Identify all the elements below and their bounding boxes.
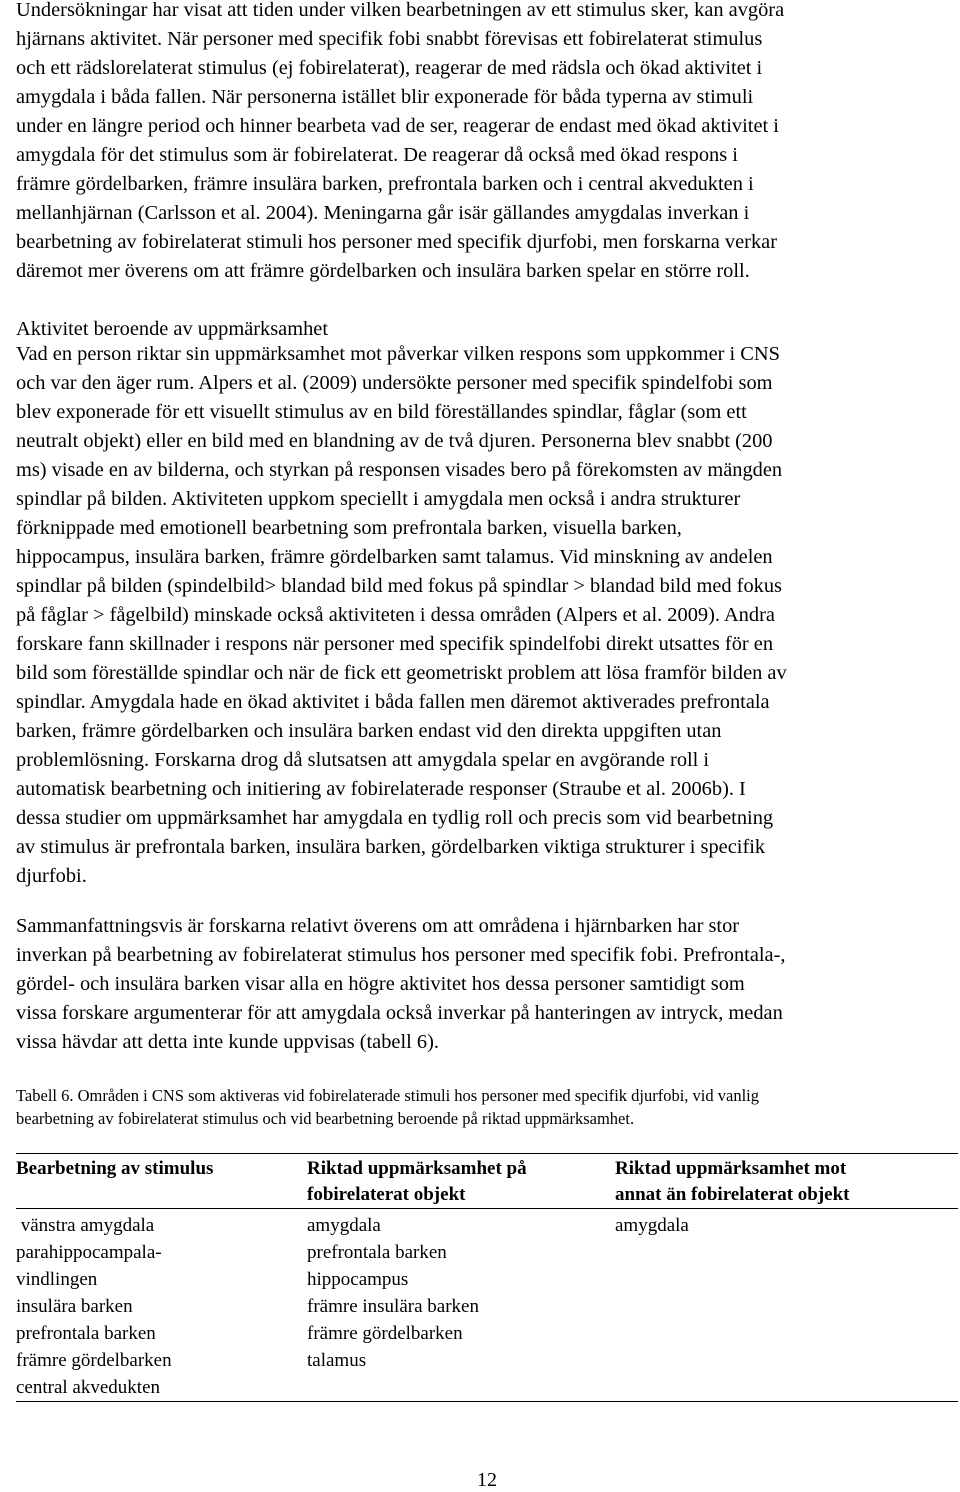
table-row (16, 1209, 958, 1402)
table-cell-attention-other (615, 1209, 958, 1402)
table-cell-line: främre gördelbarken (307, 1323, 463, 1344)
cns-areas-table (16, 1153, 958, 1402)
page-number: 12 (477, 1469, 497, 1491)
table-cell-line: främre insulära barken (307, 1296, 479, 1317)
table-cell-line: insulära barken (16, 1296, 133, 1317)
table-cell-line: amygdala (307, 1215, 381, 1236)
table-caption: Tabell 6. Områden i CNS som aktiveras vid fobirelaterade stimuli hos personer med specifik djurfobi, vid vanlig bearbetning av fobirelaterat stimulus och vid bearbetning beroende på riktad uppmärksamhet. (16, 1086, 760, 1128)
table-cell-line: amygdala (615, 1215, 689, 1236)
table-cell-line: parahippocampala- (16, 1242, 162, 1263)
table-cell-line: talamus (307, 1350, 367, 1371)
paragraph-summary: Sammanfattningsvis är forskarna relativt överens om att områdena i hjärnbarken har stor inverkan på bearbetning av fobirelaterat stimulus hos personer med specifik fobi. Prefrontala-, gördel- och insulära barken visar alla en högre aktivitet hos dessa personer samtidigt som vissa forskare argumenterar för att amygdala också inverkar på hanteringen av intryck, medan vissa hävdar att detta inte kunde uppvisas (tabell 6). (16, 915, 786, 1053)
table-cell-line: vänstra amygdala (16, 1215, 155, 1236)
table-header-attention-phobic: Riktad uppmärksamhet på fobirelaterat objekt (307, 1158, 527, 1205)
section-heading: Aktivitet beroende av uppmärksamhet (16, 318, 328, 340)
paragraph-stimulus-processing: Undersökningar har visat att tiden under vilken bearbetningen av ett stimulus sker, kan avgöra hjärnans aktivitet. När personer med specifik fobi snabbt förevisas ett fobirelaterat stimulus och ett rädslorelaterat stimulus (ej fobirelaterat), reagerar de med rädsla och ökad aktivitet i amygdala i båda fallen. När personerna istället blir exponerade för båda typerna av stimuli under en längre period och hinner bearbeta vad de ser, reagerar de endast med ökad aktivitet i amygdala för det stimulus som är fobirelaterat. De reagerar då också med ökad respons i främre gördelbarken, främre insulära barken, prefrontala barken och i central akvedukten i mellanhjärnan (Carlsson et al. 2004). Meningarna går isär gällandes amygdalas inverkan i bearbetning av fobirelaterat stimuli hos personer med specifik djurfobi, men forskarna verkar däremot mer överens om att främre gördelbarken och insulära barken spelar en större roll. (16, 0, 785, 282)
table-cell-line: central akvedukten (16, 1377, 161, 1398)
table-cell-line: prefrontala barken (16, 1323, 156, 1344)
paragraph-attention: Vad en person riktar sin uppmärksamhet mot påverkar vilken respons som uppkommer i CNS och var den äger rum. Alpers et al. (2009) undersökte personer med specifik spindelfobi som blev exponerade för ett visuellt stimulus av en bild föreställandes spindlar, fåglar (som ett neutralt objekt) eller en bild med en blandning av de två djuren. Personerna blev snabbt (200 ms) visade en av bilderna, och styrkan på responsen visades bero på förekomsten av mängden spindlar på bilden. Aktiviteten uppkom speciellt i amygdala men också i andra strukturer förknippade med emotionell bearbetning som prefrontala barken, visuella barken, hippocampus, insulära barken, främre gördelbarken samt talamus. Vid minskning av andelen spindlar på bilden (spindelbild> blandad bild med fokus på spindlar > blandad bild med fokus på fåglar > fågelbild) minskade också aktiviteten i dessa områden (Alpers et al. 2009). Andra forskare fann skillnader i respons när personer med specifik spindelfobi direkt utsattes för en bild som föreställde spindlar och när de fick ett geometriskt problem att lösa framför bilden av spindlar. Amygdala hade en ökad aktivitet i båda fallen men däremot aktiverades prefrontala barken, främre gördelbarken och insulära barken endast vid den direkta uppgiften utan problemlösning. Forskarna drog då slutsatsen att amygdala spelar en avgörande roll i automatisk bearbetning och initiering av fobirelaterade responser (Straube et al. 2006b). I dessa studier om uppmärksamhet har amygdala en tydlig roll och precis som vid bearbetning av stimulus är prefrontala barken, insulära barken, gördelbarken viktiga strukturer i specifik djurfobi. (16, 343, 787, 887)
table-cell-line: främre gördelbarken (16, 1350, 172, 1371)
table-cell-attention-phobic (307, 1209, 615, 1402)
table-header-row (16, 1154, 958, 1209)
table-cell-line: hippocampus (307, 1269, 409, 1290)
table-header-attention-other: Riktad uppmärksamhet mot annat än fobirelaterat objekt (615, 1158, 850, 1205)
table-header-stimulus-processing: Bearbetning av stimulus (16, 1158, 214, 1179)
table-cell-line: prefrontala barken (307, 1242, 447, 1263)
table-cell-stimulus-processing (16, 1209, 307, 1402)
table-cell-line: vindlingen (16, 1269, 98, 1290)
